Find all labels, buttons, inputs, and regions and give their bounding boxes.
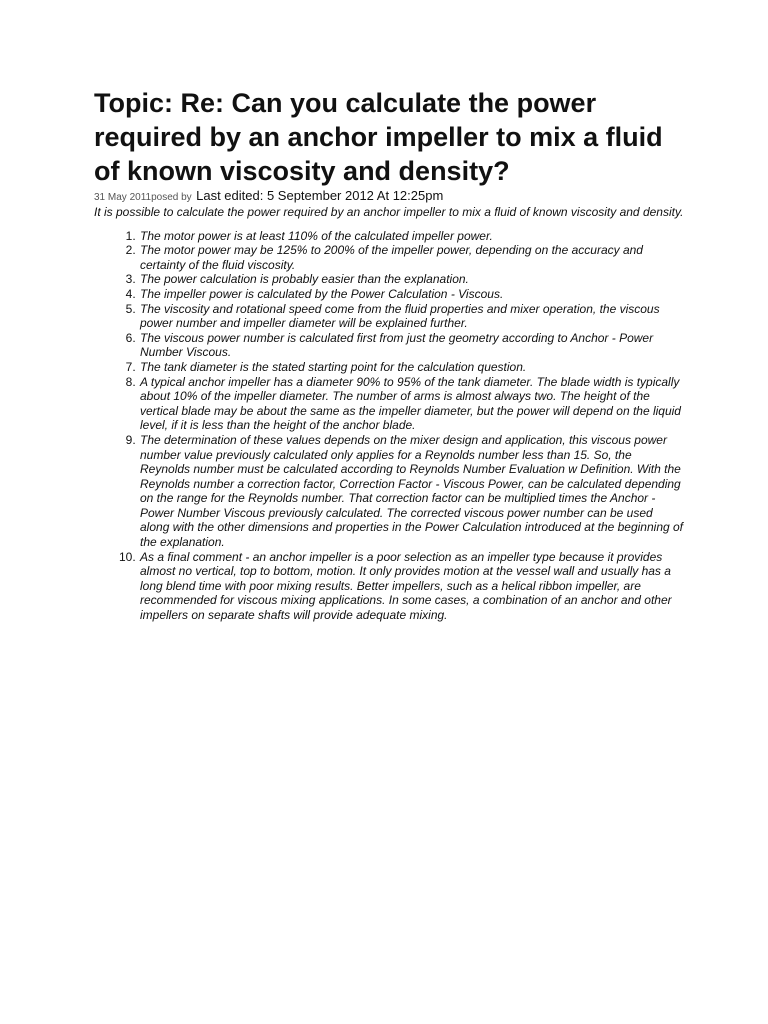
list-item: 6. The viscous power number is calculated first from just the geometry according to Anchor - Power Number Viscous. — [139, 331, 684, 360]
post-meta — [94, 188, 684, 205]
posed-by-label: posed by — [151, 192, 192, 203]
explanation-list — [94, 229, 684, 623]
list-item: 8. A typical anchor impeller has a diameter 90% to 95% of the tank diameter. The blade width is typically about 10% of the impeller diameter. The number of arms is almost always two. The height of the vertical blade may be about the same as the impeller diameter, but the power will depend on the liquid level, if it is less than the height of the anchor blade. — [139, 375, 684, 433]
list-item: 2. The motor power may be 125% to 200% of the impeller power, depending on the accuracy and certainty of the fluid viscosity. — [139, 243, 684, 272]
topic-title: Topic: Re: Can you calculate the power required by an anchor impeller to mix a fluid of known viscosity and density? — [94, 88, 663, 186]
intro-paragraph: It is possible to calculate the power required by an anchor impeller to mix a fluid of known viscosity and density. — [94, 205, 684, 219]
document-content — [94, 86, 684, 623]
list-item: 5. The viscosity and rotational speed come from the fluid properties and mixer operation, the viscous power number and impeller diameter will be explained further. — [139, 302, 684, 331]
list-item: 10. As a final comment - an anchor impeller is a poor selection as an impeller type because it provides almost no vertical, top to bottom, motion. It only provides motion at the vessel wall and usually has a long blend time with poor mixing results. Better impellers, such as a helical ribbon impeller, are recommended for viscous mixing applications. In some cases, a combination of an anchor and other impellers on separate shafts will provide adequate mixing. — [139, 550, 684, 623]
list-item: 3. The power calculation is probably easier than the explanation. — [139, 272, 684, 287]
last-edited: Last edited: 5 September 2012 At 12:25pm — [196, 188, 444, 203]
list-item: 1. The motor power is at least 110% of the calculated impeller power. — [139, 229, 684, 244]
list-item: 9. The determination of these values depends on the mixer design and application, this viscous power number value previously calculated only applies for a Reynolds number less than 15. So, the Reynolds number must be calculated according to Reynolds Number Evaluation w Definition. With the Reynolds number a correction factor, Correction Factor - Viscous Power, can be calculated depending on the range for the Reynolds number. That correction factor can be multiplied times the Anchor - Power Number Viscous previously calculated. The corrected viscous power number can be used along with the other dimensions and properties in the Power Calculation introduced at the beginning of the explanation. — [139, 433, 684, 550]
post-date: 31 May 2011 — [94, 192, 152, 203]
list-item: 4. The impeller power is calculated by the Power Calculation - Viscous. — [139, 287, 684, 302]
list-item: 7. The tank diameter is the stated starting point for the calculation question. — [139, 360, 684, 375]
